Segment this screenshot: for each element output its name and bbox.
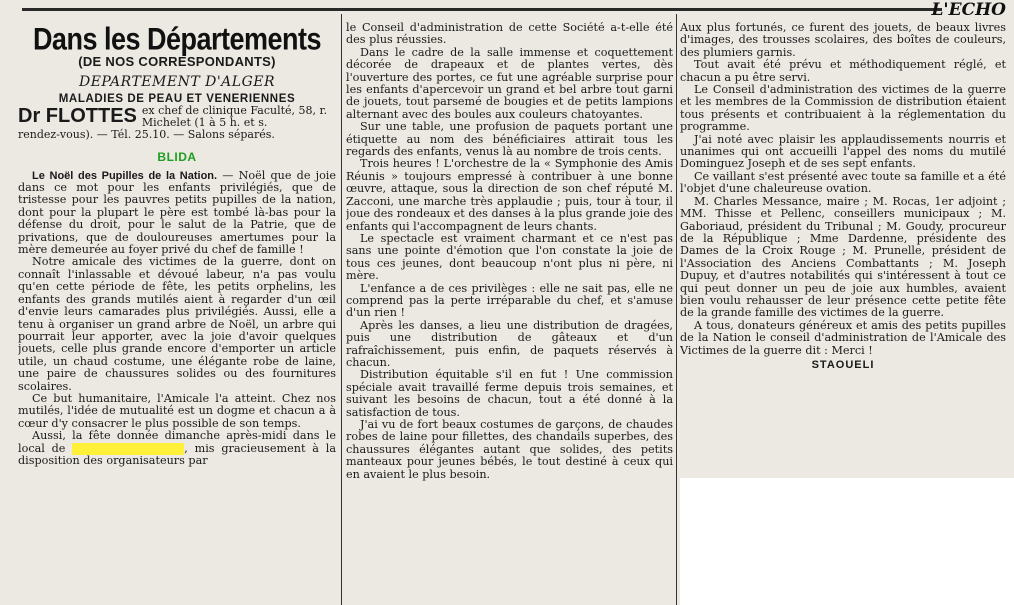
article-paragraph: Dans le cadre de la salle immense et coquettement décorée de drapeaux et de plantes vertes, dès l'ouverture des portes, ce fut une agréable surprise pour les enfants d'apercevoir un grand et bel arbre tout garni de jouets, tout parsemé de bougies et de petits lampions alternant avec des boules aux couleurs chatoyantes. [346, 45, 673, 121]
article-text: , mis gracieusement à la disposition des organisateurs par [18, 441, 336, 467]
ad-detail: ex chef de clinique Faculté, 58, r. Michelet (1 à 5 h. et s. [141, 104, 328, 130]
journal-name: L'ECHO [931, 0, 1006, 20]
highlight-redaction [72, 443, 184, 455]
article-paragraph: Le Conseil d'administration des victimes de la guerre et les membres de la Commission de distribution étaient tous présents et contribuaient à la réglementation du programme. [680, 83, 1006, 134]
column-3 [680, 22, 1006, 478]
column-1 [18, 22, 336, 605]
article-paragraph: Tout avait été prévu et méthodiquement réglé, et chacun a pu être servi. [680, 58, 1006, 84]
ad-row [18, 105, 336, 129]
article-paragraph: Trois heures ! L'orchestre de la « Symphonie des Amis Réunis » toujours empressé à contribuer à une bonne œuvre, attaque, sous la direction de son chef réputé M. Zacconi, une marche très applaudie ; puis, tour à tour, il joue des rondeaux et des danses à la plus grande joie des enfants qui l'accompagnent de leurs chants. [346, 157, 673, 233]
section-headline: Dans les Départements [32, 22, 322, 57]
article-paragraph: Le spectacle est vraiment charmant et ce n'est pas sans une pointe d'émotion que l'on constate la joie de tous ces jeunes, dont beaucoup n'ont plus ni père, ni mère. [346, 231, 673, 283]
article-paragraph: Ce vaillant s'est présenté avec toute sa famille et a été l'objet d'une chaleureuse ovation. [680, 169, 1006, 196]
top-rule [22, 8, 942, 11]
ad-doctor-name: Dr FLOTTES [18, 105, 137, 128]
article-paragraph: A tous, donateurs généreux et amis des petits pupilles de la Nation le conseil d'administration de l'Amicale des Victimes de la guerre dit : Merci ! [680, 318, 1006, 357]
article-paragraph: Aux plus fortunés, ce furent des jouets, de beaux livres d'images, des trousses scolaires, des boîtes de couleurs, des plumiers garnis. [680, 22, 1006, 59]
article-paragraph: L'enfance a de ces privilèges : elle ne sait pas, elle ne comprend pas la perte irréparable du chef, et s'amuse d'un rien ! [346, 281, 673, 320]
article-paragraph: Distribution équitable s'il en fut ! Une commission spéciale avait travaillé ferme depuis trois semaines, et suivant les besoins de chacun, tout a été donné à la satisfaction de tous. [346, 368, 673, 419]
advertisement [18, 93, 336, 141]
department-heading: DEPARTEMENT D'ALGER [78, 74, 276, 91]
article-paragraph: Notre amicale des victimes de la guerre, dont on connaît l'inlassable et dévoué labeur, n'a pas voulu qu'en cette période de fête, les petits orphelins, les enfants des grands mutilés aient à regarder d'un œil d'envie leurs camarades plus privilégiés. Aussi, elle a tenu à organiser un grand arbre de Noël, un arbre qui pourrait leur apporter, avec la joie d'avoir quelques jouets, celle plus grande encore d'emporter un article utile, un chaud costume, une élégante robe de laine, une paire de chaussures solides ou des fournitures scolaires. [18, 255, 336, 393]
ad-line-3: rendez-vous). — Tél. 25.10. — Salons séparés. [18, 128, 275, 142]
article-paragraph: J'ai vu de fort beaux costumes de garçons, de chaudes robes de laine pour fillettes, des chandails superbes, des chaussures élégantes autant que solides, des petits manteaux pour jeunes bébés, le tout destiné à ceux qui en avaient le plus besoin. [346, 418, 673, 481]
column-rule-2 [676, 14, 677, 605]
blank-area [680, 478, 1014, 605]
section-subheadline: (DE NOS CORRESPONDANTS) [78, 54, 276, 69]
article-paragraph: M. Charles Messance, maire ; M. Rocas, 1er adjoint ; MM. Thisse et Pellenc, conseillers municipaux ; M. Gaboriaud, président du Tribunal ; M. Goudy, procureur de la République ; Mme Dardenne, présidente des Dames de la Croix Rouge ; M. Prunelle, président de l'Association des Anciens Combattants ; M. Joseph Dupuy, et d'autres notabilités qui s'intéressent à tout ce qui peut donner un peu de joie aux humbles, avaient bien voulu rehausser de leur présence cette petite fête de la grande famille des victimes de la guerre. [680, 194, 1006, 320]
place-heading-blida: BLIDA [157, 150, 197, 165]
truncated-heading: STAOUELI [811, 358, 875, 371]
article-lead-title: Le Noël des Pupilles de la Nation. [32, 169, 218, 182]
article-paragraph [18, 430, 336, 467]
article-paragraph: Ce but humanitaire, l'Amicale l'a atteint. Chez nos mutilés, l'idée de mutualité est un dogme et chacun a à cœur d'y consacrer le plus possible de son temps. [18, 391, 336, 430]
article-paragraph: Sur une table, une profusion de paquets portant une étiquette au nom des bénéficiaires attirait tous les regards des enfants, venus là au nombre de trois cents. [346, 120, 673, 159]
ad-line-1: MALADIES DE PEAU ET VENERIENNES [58, 92, 296, 105]
article-paragraph: le Conseil d'administration de cette Société a-t-elle été des plus réussies. [346, 22, 673, 47]
article-paragraph: Après les danses, a lieu une distribution de dragées, puis une distribution de gâteaux et d'un rafraîchissement, puis enfin, de paquets réservés à chacun. [346, 318, 673, 369]
article-text: Aussi, la fête donnée dimanche après-midi dans le local de [18, 429, 336, 455]
column-rule-1 [341, 14, 342, 605]
column-2 [346, 22, 673, 605]
article-paragraph [18, 170, 336, 257]
article-paragraph: J'ai noté avec plaisir les applaudissements nourris et unanimes qui ont accueilli l'appel des noms du mutilé Dominguez Joseph et de ses sept enfants. [680, 132, 1006, 171]
article-text: — Noël que de joie dans ce mot pour les enfants privilégiés, que de tristesse pour les pauvres petits pupilles de la nation, dont pour la plupart le père est tombé là-bas pour la défense du droit, pour le salut de la Patrie, que de privations, que de douloureuses amertumes pour la mère demeurée au foyer privé du chef de famille ! [18, 168, 336, 257]
